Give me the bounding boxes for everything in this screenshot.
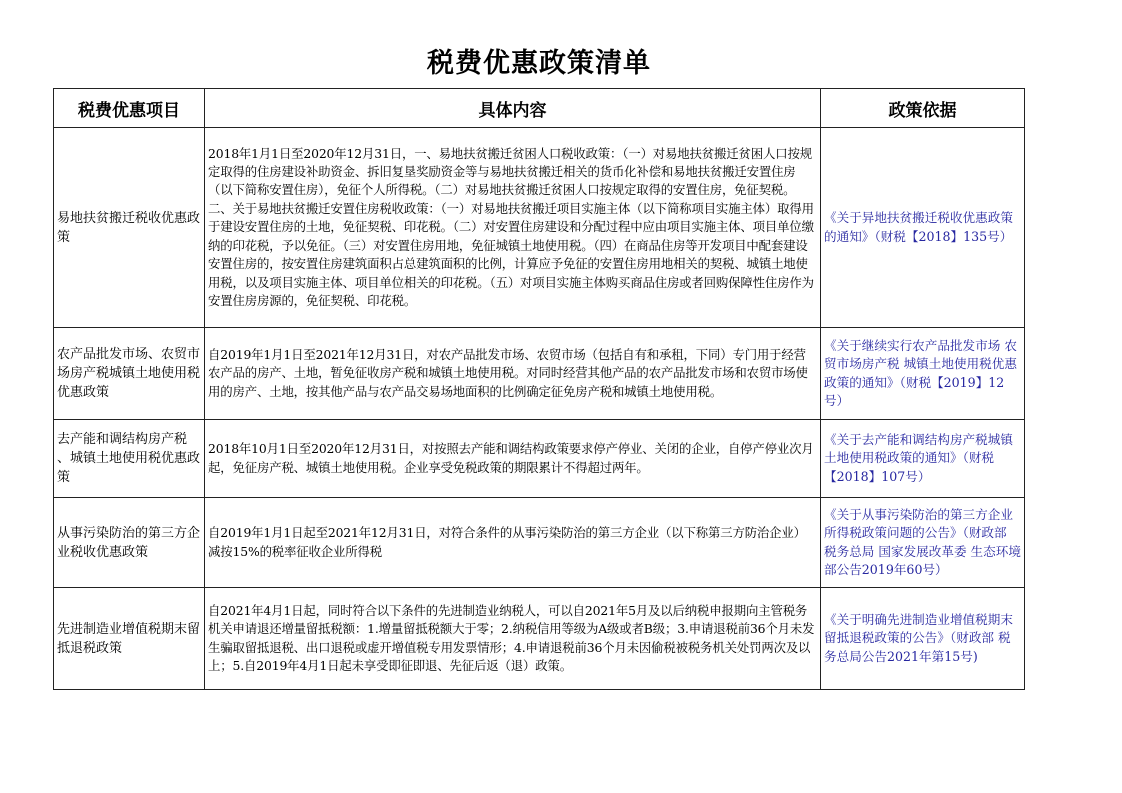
policy-item: 易地扶贫搬迁税收优惠政策 <box>54 128 205 328</box>
policy-content: 自2021年4月1日起，同时符合以下条件的先进制造业纳税人，可以自2021年5月及以后纳税申报期向主管税务机关申请退还增量留抵税额：1.增量留抵税额大于零；2.纳税信用等级为A级或者B级；3.申请退税前36个月未发生骗取留抵退税、出口退税或虚开增值税专用发票情形；4.申请退税前36个月未因偷税被税务机关处罚两次及以上；5.自2019年4月1日起未享受即征即退、先征后返（退）政策。 <box>205 588 821 690</box>
page-title: 税费优惠政策清单 <box>427 48 651 79</box>
column-header-content: 具体内容 <box>205 89 821 128</box>
policy-item: 去产能和调结构房产税 、城镇土地使用税优惠政策 <box>54 420 205 498</box>
policy-basis: 《关于异地扶贫搬迁税收优惠政策的通知》（财税【2018】135号） <box>821 128 1025 328</box>
table-row <box>54 498 1025 588</box>
policy-basis: 《关于继续实行农产品批发市场 农贸市场房产税 城镇土地使用税优惠政策的通知》（财税【2019】12号） <box>821 328 1025 420</box>
table-row <box>54 128 1025 328</box>
policy-content: 自2019年1月1日起至2021年12月31日，对符合条件的从事污染防治的第三方企业（以下称第三方防治企业）减按15%的税率征收企业所得税 <box>205 498 821 588</box>
table-row <box>54 328 1025 420</box>
column-header-item: 税费优惠项目 <box>54 89 205 128</box>
policy-item: 从事污染防治的第三方企业税收优惠政策 <box>54 498 205 588</box>
policy-content: 自2019年1月1日至2021年12月31日，对农产品批发市场、农贸市场（包括自有和承租，下同）专门用于经营农产品的房产、土地，暂免征收房产税和城镇土地使用税。对同时经营其他产品的农产品批发市场和农贸市场使用的房产、土地，按其他产品与农产品交易场地面积的比例确定征免房产税和城镇土地使用税。 <box>205 328 821 420</box>
policy-basis: 《关于明确先进制造业增值税期末留抵退税政策的公告》（财政部 税务总局公告2021年第15号) <box>821 588 1025 690</box>
policy-item: 先进制造业增值税期末留抵退税政策 <box>54 588 205 690</box>
table-header-row <box>54 89 1025 128</box>
policy-table <box>53 88 1025 690</box>
policy-content: 2018年10月1日至2020年12月31日，对按照去产能和调结构政策要求停产停业、关闭的企业，自停产停业次月起，免征房产税、城镇土地使用税。企业享受免税政策的期限累计不得超过两年。 <box>205 420 821 498</box>
policy-item: 农产品批发市场、农贸市场房产税城镇土地使用税优惠政策 <box>54 328 205 420</box>
policy-content: 2018年1月1日至2020年12月31日，一、易地扶贫搬迁贫困人口税收政策：（一）对易地扶贫搬迁贫困人口按规定取得的住房建设补助资金、拆旧复垦奖励资金等与易地扶贫搬迁相关的货币化补偿和易地扶贫搬迁安置住房（以下简称安置住房），免征个人所得税。（二）对易地扶贫搬迁贫困人口按规定取得的安置住房，免征契税。二、关于易地扶贫搬迁安置住房税收政策：（一）对易地扶贫搬迁项目实施主体（以下简称项目实施主体）取得用于建设安置住房的土地，免征契税、印花税。（二）对安置住房建设和分配过程中应由项目实施主体、项目单位缴纳的印花税，予以免征。（三）对安置住房用地，免征城镇土地使用税。（四）在商品住房等开发项目中配套建设安置住房的，按安置住房建筑面积占总建筑面积的比例，计算应予免征的安置住房用地相关的契税、城镇土地使用税，以及项目实施主体、项目单位相关的印花税。（五）对项目实施主体购买商品住房或者回购保障性住房作为安置住房房源的，免征契税、印花税。 <box>205 128 821 328</box>
column-header-basis: 政策依据 <box>821 89 1025 128</box>
policy-basis: 《关于去产能和调结构房产税城镇土地使用税政策的通知》（财税【2018】107号） <box>821 420 1025 498</box>
table-row <box>54 588 1025 690</box>
policy-basis: 《关于从事污染防治的第三方企业所得税政策问题的公告》（财政部 税务总局 国家发展改革委 生态环境部公告2019年60号） <box>821 498 1025 588</box>
table-row <box>54 420 1025 498</box>
